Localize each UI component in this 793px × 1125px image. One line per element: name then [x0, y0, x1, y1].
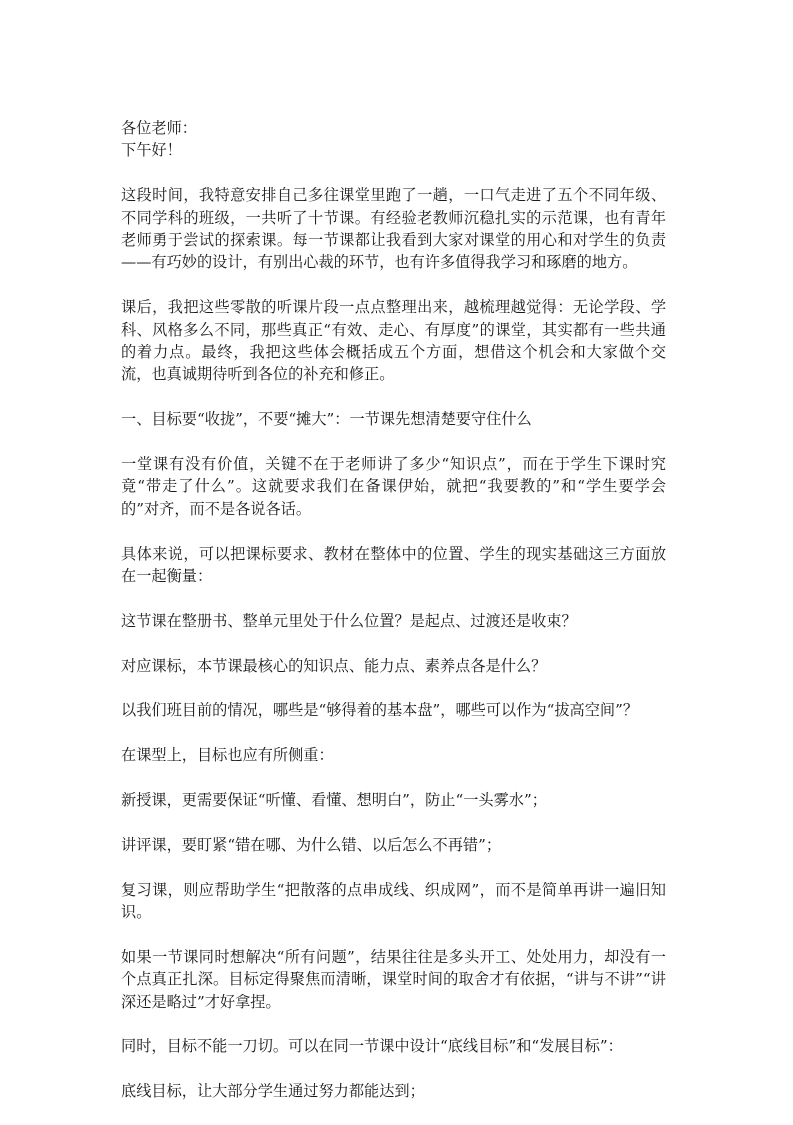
- paragraph: 一堂课有没有价值，关键不在于老师讲了多少“知识点”，而在于学生下课时究竟“带走了什么”。这就要求我们在备课伊始，就把“我要教的”和“学生要学会的”对齐，而不是各说各话。: [121, 455, 666, 518]
- list-item: 复习课，则应帮助学生“把散落的点串成线、织成网”，而不是简单再讲一遍旧知识。: [121, 880, 666, 922]
- paragraph: 如果一节课同时想解决“所有问题”，结果往往是多头开工、处处用力，却没有一个点真正扎深。目标定得聚焦而清晰，课堂时间的取舍才有依据，“讲与不讲”“讲深还是略过”才好拿捏。: [121, 947, 666, 1011]
- list-item: 这节课在整册书、整单元里处于什么位置？是起点、过渡还是收束？: [121, 611, 577, 630]
- paragraph: 具体来说，可以把课标要求、教材在整体中的位置、学生的现实基础这三方面放在一起衡量：: [121, 544, 666, 586]
- paragraph: 同时，目标不能一刀切。可以在同一节课中设计“底线目标”和“发展目标”：: [121, 1037, 623, 1056]
- paragraph-intro: 这段时间，我特意安排自己多往课堂里跑了一趟，一口气走进了五个不同年级、不同学科的班级，一共听了十节课。有经验老教师沉稳扎实的示范课，也有青年老师勇于尝试的探索课。每一节课都让我看到大家对课堂的用心和对学生的负责——有巧妙的设计，有别出心裁的环节，也有许多值得我学习和琢磨的地方。: [121, 186, 666, 272]
- list-item: 讲评课，要盯紧“错在哪、为什么错、以后怎么不再错”；: [121, 835, 502, 854]
- paragraph-summary: 课后，我把这些零散的听课片段一点点整理出来，越梳理越觉得：无论学段、学科、风格多么不同，那些真正“有效、走心、有厚度”的课堂，其实都有一些共通的着力点。最终，我把这些体会概括成五个方面，想借这个机会和大家做个交流，也真诚期待听到各位的补充和修正。: [121, 298, 666, 384]
- salutation-block: [121, 117, 666, 162]
- list-item: 对应课标，本节课最核心的知识点、能力点、素养点各是什么？: [121, 656, 547, 675]
- section-heading-1: 一、目标要“收拢”，不要“摊大”：一节课先想清楚要守住什么: [121, 410, 532, 429]
- document-page: [121, 117, 666, 1125]
- greeting: 下午好！: [121, 141, 182, 160]
- list-item: 新授课，更需要保证“听懂、看懂、想明白”，防止“一头雾水”；: [121, 791, 547, 810]
- list-item: 底线目标，让大部分学生通过努力都能达到；: [121, 1082, 425, 1101]
- list-item: 以我们班目前的情况，哪些是“够得着的基本盘”，哪些可以作为“拔高空间”？: [121, 701, 639, 720]
- paragraph: 在课型上，目标也应有所侧重：: [121, 746, 334, 765]
- salutation: 各位老师：: [121, 119, 197, 137]
